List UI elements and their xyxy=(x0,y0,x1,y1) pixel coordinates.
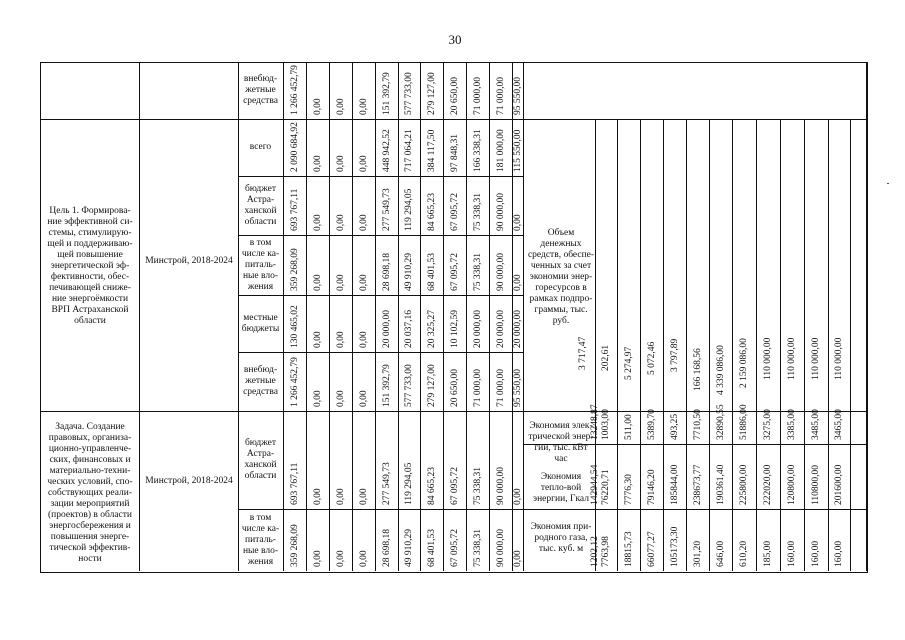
grid-line xyxy=(238,119,523,120)
value-cell: 0,00 xyxy=(358,550,369,567)
value-cell: 68 401,53 xyxy=(426,529,437,567)
indicator-value-elec: 13248,87 xyxy=(590,404,600,440)
indicator-value-heat: 222020,00 xyxy=(763,464,773,505)
grid-line xyxy=(640,119,641,571)
money-value: 4 339 086,00 xyxy=(715,345,726,395)
value-cell: 20 650,00 xyxy=(449,77,460,115)
value-cell: 0,00 xyxy=(335,274,346,291)
grid-line xyxy=(595,444,866,445)
grid-line xyxy=(523,62,524,571)
money-value: 110 000,00 xyxy=(787,337,797,380)
value-cell: 359 268,09 xyxy=(289,248,300,291)
indicator-value-elec: 5389,70 xyxy=(646,409,657,440)
value-cell: 0,00 xyxy=(312,155,323,172)
value-cell: 577 733,00 xyxy=(404,364,414,407)
value-cell: 90 000,00 xyxy=(495,193,506,231)
indicator-value-elec: 1003,00 xyxy=(601,409,611,440)
indicator-value-heat: 110800,00 xyxy=(811,464,821,505)
value-cell: 75 338,31 xyxy=(472,193,483,231)
value-cell: 0,00 xyxy=(358,274,369,291)
grid-line xyxy=(238,295,523,296)
value-cell: 20 000,00 xyxy=(512,310,523,348)
value-cell: 20 000,00 xyxy=(381,310,392,348)
value-cell: 0,00 xyxy=(312,390,323,407)
value-cell: 115 550,00 xyxy=(512,129,523,172)
value-cell: 0,00 xyxy=(358,331,369,348)
money-value: 202,61 xyxy=(601,344,611,371)
grid-line xyxy=(663,119,664,571)
indicator-value-heat: 142944,54 xyxy=(590,464,600,505)
value-cell: 277 549,73 xyxy=(381,188,392,231)
grid-line xyxy=(238,411,523,412)
value-cell: 693 767,11 xyxy=(289,188,300,231)
gas-indicator: Экономия при-родного газа, тыс. куб. м xyxy=(530,522,592,554)
value-cell: 10 102,59 xyxy=(449,310,460,348)
value-cell: 0,00 xyxy=(358,155,369,172)
value-cell: 119 294,05 xyxy=(404,188,414,231)
value-cell: 279 127,00 xyxy=(426,72,437,115)
grid-line xyxy=(523,509,595,510)
value-cell: 28 698,18 xyxy=(381,529,392,567)
indicator-value-gas: 105173,30 xyxy=(669,526,680,567)
grid-line xyxy=(352,62,353,571)
grid-line xyxy=(139,411,238,412)
value-cell: 49 910,29 xyxy=(404,253,414,291)
indicator-value-heat: 225800,00 xyxy=(739,464,749,505)
indicator-value-elec: 3485,00 xyxy=(811,409,821,440)
grid-line xyxy=(375,62,376,571)
value-cell: 20 037,16 xyxy=(404,310,414,348)
indicator-value-heat: 76220,71 xyxy=(601,469,611,505)
scan-mark xyxy=(887,183,889,184)
value-cell: 130 465,02 xyxy=(289,305,300,348)
grid-line xyxy=(238,352,523,353)
grid-line xyxy=(850,119,851,571)
indicator-value-heat: 185844,00 xyxy=(669,464,680,505)
value-cell: 0,00 xyxy=(312,274,323,291)
indicator-value-heat: 7776,30 xyxy=(623,474,634,505)
indicator-value-elec: 51886,00 xyxy=(739,404,749,440)
value-cell: 84 665,23 xyxy=(426,193,437,231)
money-value: 110 000,00 xyxy=(811,337,821,380)
value-cell: 0,00 xyxy=(312,331,323,348)
grid-line xyxy=(283,62,284,571)
value-cell: 279 127,00 xyxy=(426,364,437,407)
indicator-value-heat: 201600,00 xyxy=(834,464,844,505)
heat-indicator: Экономия тепло-вой энергии, Гкал xyxy=(533,472,589,504)
value-cell: 577 733,00 xyxy=(404,72,414,115)
row-label-r6: внебюд-жетные средства xyxy=(243,365,278,397)
indicator-value-gas: 66077,27 xyxy=(646,531,657,567)
value-cell: 28 698,18 xyxy=(381,253,392,291)
value-cell: 75 338,31 xyxy=(472,253,483,291)
executor-goal: Минстрой, 2018-2024 xyxy=(145,256,233,266)
row-label-r1: внебюд-жетные средства xyxy=(243,74,278,106)
indicator-value-elec: 3275,00 xyxy=(763,409,773,440)
value-cell: 71 000,00 xyxy=(472,369,483,407)
grid-line xyxy=(443,62,444,571)
value-cell: 0,00 xyxy=(335,331,346,348)
value-cell: 1 266 452,79 xyxy=(289,65,300,115)
value-cell: 67 095,72 xyxy=(449,529,460,567)
value-cell: 0,00 xyxy=(312,488,323,505)
value-cell: 166 338,31 xyxy=(472,129,483,172)
page-number: 30 xyxy=(448,32,462,47)
value-cell: 0,00 xyxy=(512,488,523,505)
value-cell: 67 095,72 xyxy=(449,253,460,291)
value-cell: 95 550,00 xyxy=(512,77,523,115)
money-value: 5 274,97 xyxy=(623,346,634,380)
value-cell: 448 942,52 xyxy=(381,129,392,172)
value-cell: 0,00 xyxy=(358,98,369,115)
grid-line xyxy=(780,119,781,571)
value-cell: 0,00 xyxy=(335,488,346,505)
grid-line xyxy=(420,62,421,571)
value-cell: 0,00 xyxy=(335,214,346,231)
grid-line xyxy=(732,119,733,571)
indicator-value-elec: 7710,50 xyxy=(692,409,703,440)
indicator-value-gas: 1202,12 xyxy=(590,536,600,567)
value-cell: 0,00 xyxy=(358,214,369,231)
row-label-r5: местные бюджеты xyxy=(241,313,280,334)
value-cell: 90 000,00 xyxy=(495,467,506,505)
indicator-value-elec: 3465,00 xyxy=(834,409,844,440)
indicator-value-elec: 32890,55 xyxy=(715,404,726,440)
value-cell: 0,00 xyxy=(512,550,523,567)
money-value: 3 797,89 xyxy=(669,338,680,372)
indicator-value-elec: 511,00 xyxy=(623,414,634,440)
grid-line xyxy=(139,62,140,571)
value-cell: 119 294,05 xyxy=(404,462,414,505)
row-label-r8: в том числе ка-питаль-ные вло-жения xyxy=(241,513,280,567)
indicator-value-gas: 301,20 xyxy=(692,540,703,567)
value-cell: 151 392,79 xyxy=(381,72,392,115)
grid-line xyxy=(828,119,829,571)
indicator-value-gas: 7763,98 xyxy=(601,536,611,567)
grid-line xyxy=(398,62,399,571)
grid-line xyxy=(329,62,330,571)
indicator-value-heat: 120800,00 xyxy=(787,464,797,505)
row-label-r4: в том числе ка-питаль-ные вло-жения xyxy=(241,238,280,292)
money-value: 2 159 086,00 xyxy=(739,338,749,388)
grid-line xyxy=(238,176,523,177)
grid-line xyxy=(40,411,139,412)
value-cell: 0,00 xyxy=(335,390,346,407)
indicator-value-gas: 18815,73 xyxy=(623,531,634,567)
elec-indicator: Экономия элек-трической энер-гии, тыс. кВт час xyxy=(528,421,594,464)
value-cell: 20 000,00 xyxy=(472,310,483,348)
indicator-value-heat: 79146,20 xyxy=(646,469,657,505)
grid-line xyxy=(238,509,523,510)
value-cell: 71 000,00 xyxy=(495,77,506,115)
grid-line xyxy=(595,509,866,510)
value-cell: 1 266 452,79 xyxy=(289,357,300,407)
value-cell: 717 064,21 xyxy=(404,129,414,172)
grid-line xyxy=(466,62,467,571)
value-cell: 359 268,09 xyxy=(289,524,300,567)
indicator-value-gas: 185,00 xyxy=(763,540,773,567)
value-cell: 277 549,73 xyxy=(381,462,392,505)
executor-task: Минстрой, 2018-2024 xyxy=(145,476,233,486)
value-cell: 67 095,72 xyxy=(449,193,460,231)
task-text: Задача. Создание правовых, организа-ционно-управленче-ских, финансовых и материально-техни-ческих условий, спо-собствующих реали-зации мероприятий (проектов) в области энергосбережения и повышения энерге-тической эффектив-ности xyxy=(47,422,133,564)
value-cell: 0,00 xyxy=(335,550,346,567)
grid-line xyxy=(686,119,687,571)
value-cell: 0,00 xyxy=(358,390,369,407)
indicator-value-gas: 160,00 xyxy=(811,540,821,567)
value-cell: 0,00 xyxy=(512,214,523,231)
value-cell: 90 000,00 xyxy=(495,529,506,567)
money-indicator: Объем денежных средств, обеспе-ченных за счет экономии энер-горесурсов в рамках подпро-граммы, тыс. руб. xyxy=(527,228,595,326)
money-value: 110 000,00 xyxy=(763,337,773,380)
row-label-r2: всего xyxy=(249,142,272,152)
indicator-value-heat: 190361,40 xyxy=(715,464,726,505)
value-cell: 20 000,00 xyxy=(495,310,506,348)
value-cell: 2 090 684,92 xyxy=(289,122,300,172)
grid-line xyxy=(238,235,523,236)
value-cell: 71 000,00 xyxy=(495,369,506,407)
value-cell: 97 848,31 xyxy=(449,134,460,172)
indicator-value-gas: 160,00 xyxy=(787,540,797,567)
value-cell: 75 338,31 xyxy=(472,529,483,567)
value-cell: 49 910,29 xyxy=(404,529,414,567)
row-label-r7: бюджет Астра-ханской области xyxy=(244,438,277,481)
indicator-value-elec: 3385,00 xyxy=(787,409,797,440)
value-cell: 0,00 xyxy=(358,488,369,505)
value-cell: 0,00 xyxy=(335,155,346,172)
grid-line xyxy=(866,62,867,571)
grid-line xyxy=(804,119,805,571)
value-cell: 0,00 xyxy=(312,550,323,567)
value-cell: 384 117,50 xyxy=(426,129,437,172)
value-cell: 0,00 xyxy=(312,214,323,231)
value-cell: 0,00 xyxy=(512,274,523,291)
value-cell: 181 000,00 xyxy=(495,129,506,172)
money-value: 110 000,00 xyxy=(834,337,844,380)
value-cell: 68 401,53 xyxy=(426,253,437,291)
grid-line xyxy=(709,119,710,571)
value-cell: 75 338,31 xyxy=(472,467,483,505)
value-cell: 151 392,79 xyxy=(381,364,392,407)
indicator-value-gas: 160,00 xyxy=(834,540,844,567)
money-value: 5 072,46 xyxy=(646,341,657,375)
value-cell: 71 000,00 xyxy=(472,77,483,115)
grid-line xyxy=(523,119,866,120)
value-cell: 84 665,23 xyxy=(426,467,437,505)
grid-line xyxy=(238,62,239,571)
value-cell: 20 325,27 xyxy=(426,310,437,348)
goal-text: Цель 1. Формирова-ние эффективной си-стемы, стимулирую-щей и поддерживаю-щей повышение энергетической эф-фективности, обес-печивающей сниже-ние энергоёмкости ВРП Астраханской области xyxy=(47,206,133,326)
value-cell: 0,00 xyxy=(335,98,346,115)
grid-line xyxy=(489,62,490,571)
grid-line xyxy=(756,119,757,571)
grid-line xyxy=(40,119,139,120)
indicator-value-gas: 646,00 xyxy=(715,540,726,567)
row-label-r3: бюджет Астра-ханской области xyxy=(244,184,277,227)
indicator-value-elec: 493,25 xyxy=(669,413,680,440)
value-cell: 95 550,00 xyxy=(512,369,523,407)
value-cell: 693 767,11 xyxy=(289,462,300,505)
grid-line xyxy=(617,119,618,571)
value-cell: 90 000,00 xyxy=(495,253,506,291)
money-value: 3 717,47 xyxy=(578,336,588,370)
value-cell: 20 650,00 xyxy=(449,369,460,407)
money-value: 166 168,56 xyxy=(692,348,703,391)
grid-line xyxy=(139,119,238,120)
value-cell: 67 095,72 xyxy=(449,467,460,505)
value-cell: 0,00 xyxy=(312,98,323,115)
indicator-value-gas: 610,20 xyxy=(739,540,749,567)
grid-line xyxy=(306,62,307,571)
indicator-value-heat: 238673,77 xyxy=(692,464,703,505)
